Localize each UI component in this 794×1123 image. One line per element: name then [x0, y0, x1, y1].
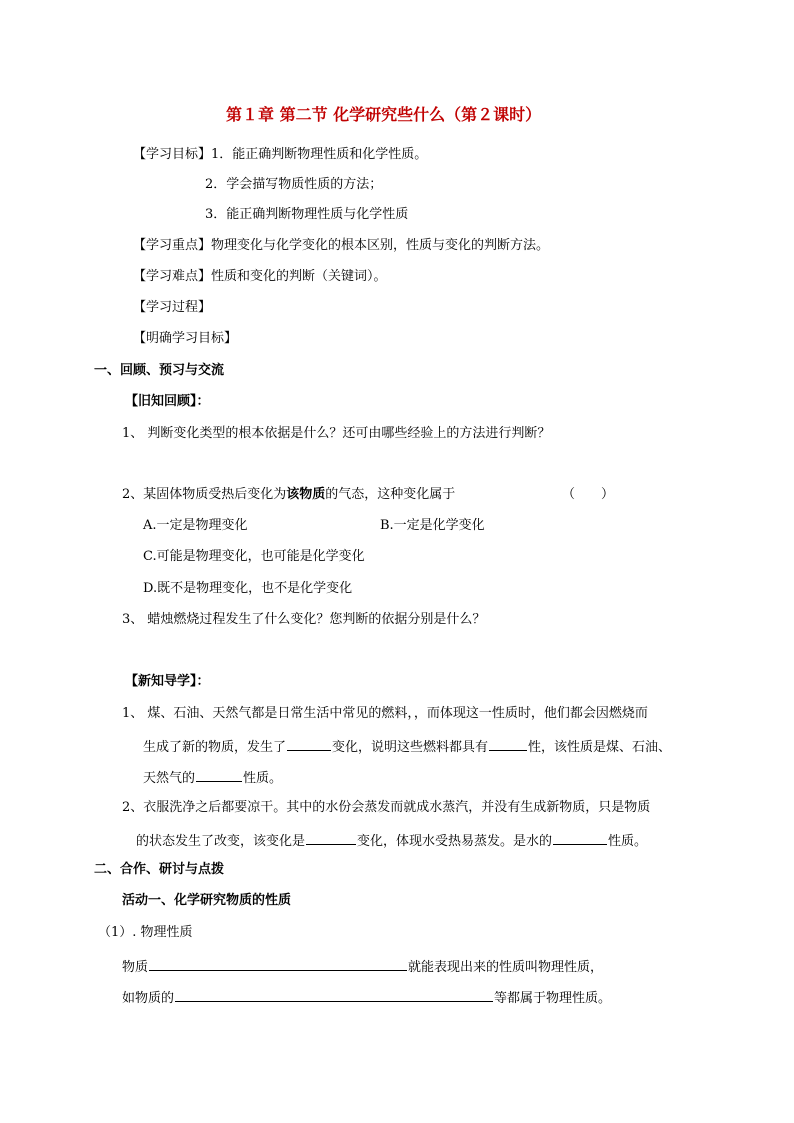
difficulty-text: 性质和变化的判断（关键词）。: [211, 269, 387, 284]
fill-blank[interactable]: [175, 987, 493, 1002]
text-segment: 变化，说明这些燃料都具有: [332, 740, 489, 755]
key-point-row: [133, 237, 549, 255]
objectives-label: 【学习目标】: [133, 147, 212, 162]
new-item-1-line-2: [143, 736, 671, 757]
option-a: A.一定是物理变化: [143, 518, 248, 533]
fill-blank[interactable]: [287, 736, 331, 751]
section-2-heading: 二、合作、研讨与点拨: [94, 862, 225, 877]
physical-property-subheading: （1）. 物理性质: [98, 925, 193, 940]
difficulty-label: 【学习难点】: [133, 269, 212, 284]
question-3: 3、 蜡烛燃烧过程发生了什么变化？您判断的依据分别是什么？: [122, 612, 486, 627]
text-segment: 物质: [122, 960, 149, 975]
question-2-tail: 的气态，这种变化属于: [325, 487, 456, 502]
objectives-row-1: [133, 146, 427, 164]
question-2-answer-paren: （ ）: [562, 487, 615, 502]
section-1-heading: 一、回顾、预习与交流: [94, 363, 225, 378]
process-label: 【学习过程】: [133, 300, 212, 315]
physical-property-line-2: [122, 987, 611, 1008]
activity-1-heading: 活动一、化学研究物质的性质: [122, 893, 292, 908]
new-item-1-line-3: [143, 767, 282, 788]
text-segment: 变化，体现水受热易蒸发。是水的: [357, 834, 553, 849]
option-d: D.既不是物理变化，也不是化学变化: [143, 581, 353, 596]
text-segment: 如物质的: [122, 991, 175, 1006]
review-label: 【旧知回顾】：: [125, 394, 210, 409]
objective-item-1: 1．能正确判断物理性质和化学性质。: [211, 147, 428, 162]
question-2-lead: 2、某固体物质受热后变化为: [122, 487, 287, 502]
new-knowledge-label: 【新知导学】：: [125, 674, 210, 689]
text-segment: 的状态发生了改变，该变化是: [136, 834, 306, 849]
clarify-label: 【明确学习目标】: [133, 331, 238, 346]
question-2-bold: 该物质: [286, 487, 326, 502]
fill-blank[interactable]: [149, 956, 407, 971]
page-title: 第１章 第二节 化学研究些什么（第２课时）: [226, 105, 542, 124]
new-item-1-line-1: 1、 煤、石油、天然气都是日常生活中常见的燃料，，而体现这一性质时，他们都会因燃烧而: [122, 706, 648, 721]
option-c: C.可能是物理变化，也可能是化学变化: [143, 549, 365, 564]
text-segment: 就能表现出来的性质叫物理性质，: [408, 960, 604, 975]
option-b: B.一定是化学变化: [380, 518, 485, 533]
key-point-label: 【学习重点】: [133, 238, 212, 253]
text-segment: 天然气的: [143, 771, 196, 786]
key-point-text: 物理变化与化学变化的根本区别，性质与变化的判断方法。: [211, 238, 550, 253]
new-item-2-line-2: [136, 830, 647, 851]
difficulty-row: [133, 268, 387, 286]
text-segment: 性质。: [608, 834, 648, 849]
text-segment: 等都属于物理性质。: [494, 991, 612, 1006]
fill-blank[interactable]: [306, 830, 356, 845]
question-1: 1、 判断变化类型的根本依据是什么？还可由哪些经验上的方法进行判断？: [122, 426, 551, 441]
physical-property-line-1: [122, 956, 603, 977]
fill-blank[interactable]: [196, 767, 242, 782]
question-2: [122, 486, 455, 504]
objective-item-2: 2．学会描写物质性质的方法；: [205, 177, 383, 192]
text-segment: 生成了新的物质，发生了: [143, 740, 287, 755]
text-segment: 性质。: [243, 771, 283, 786]
fill-blank[interactable]: [553, 830, 607, 845]
text-segment: 性，该性质是煤、石油、: [528, 740, 672, 755]
fill-blank[interactable]: [489, 736, 527, 751]
objective-item-3: 3．能正确判断物理性质与化学性质: [205, 207, 409, 222]
new-item-2-line-1: 2、衣服洗净之后都要凉干。其中的水份会蒸发而就成水蒸汽，并没有生成新物质，只是物质: [122, 800, 651, 815]
